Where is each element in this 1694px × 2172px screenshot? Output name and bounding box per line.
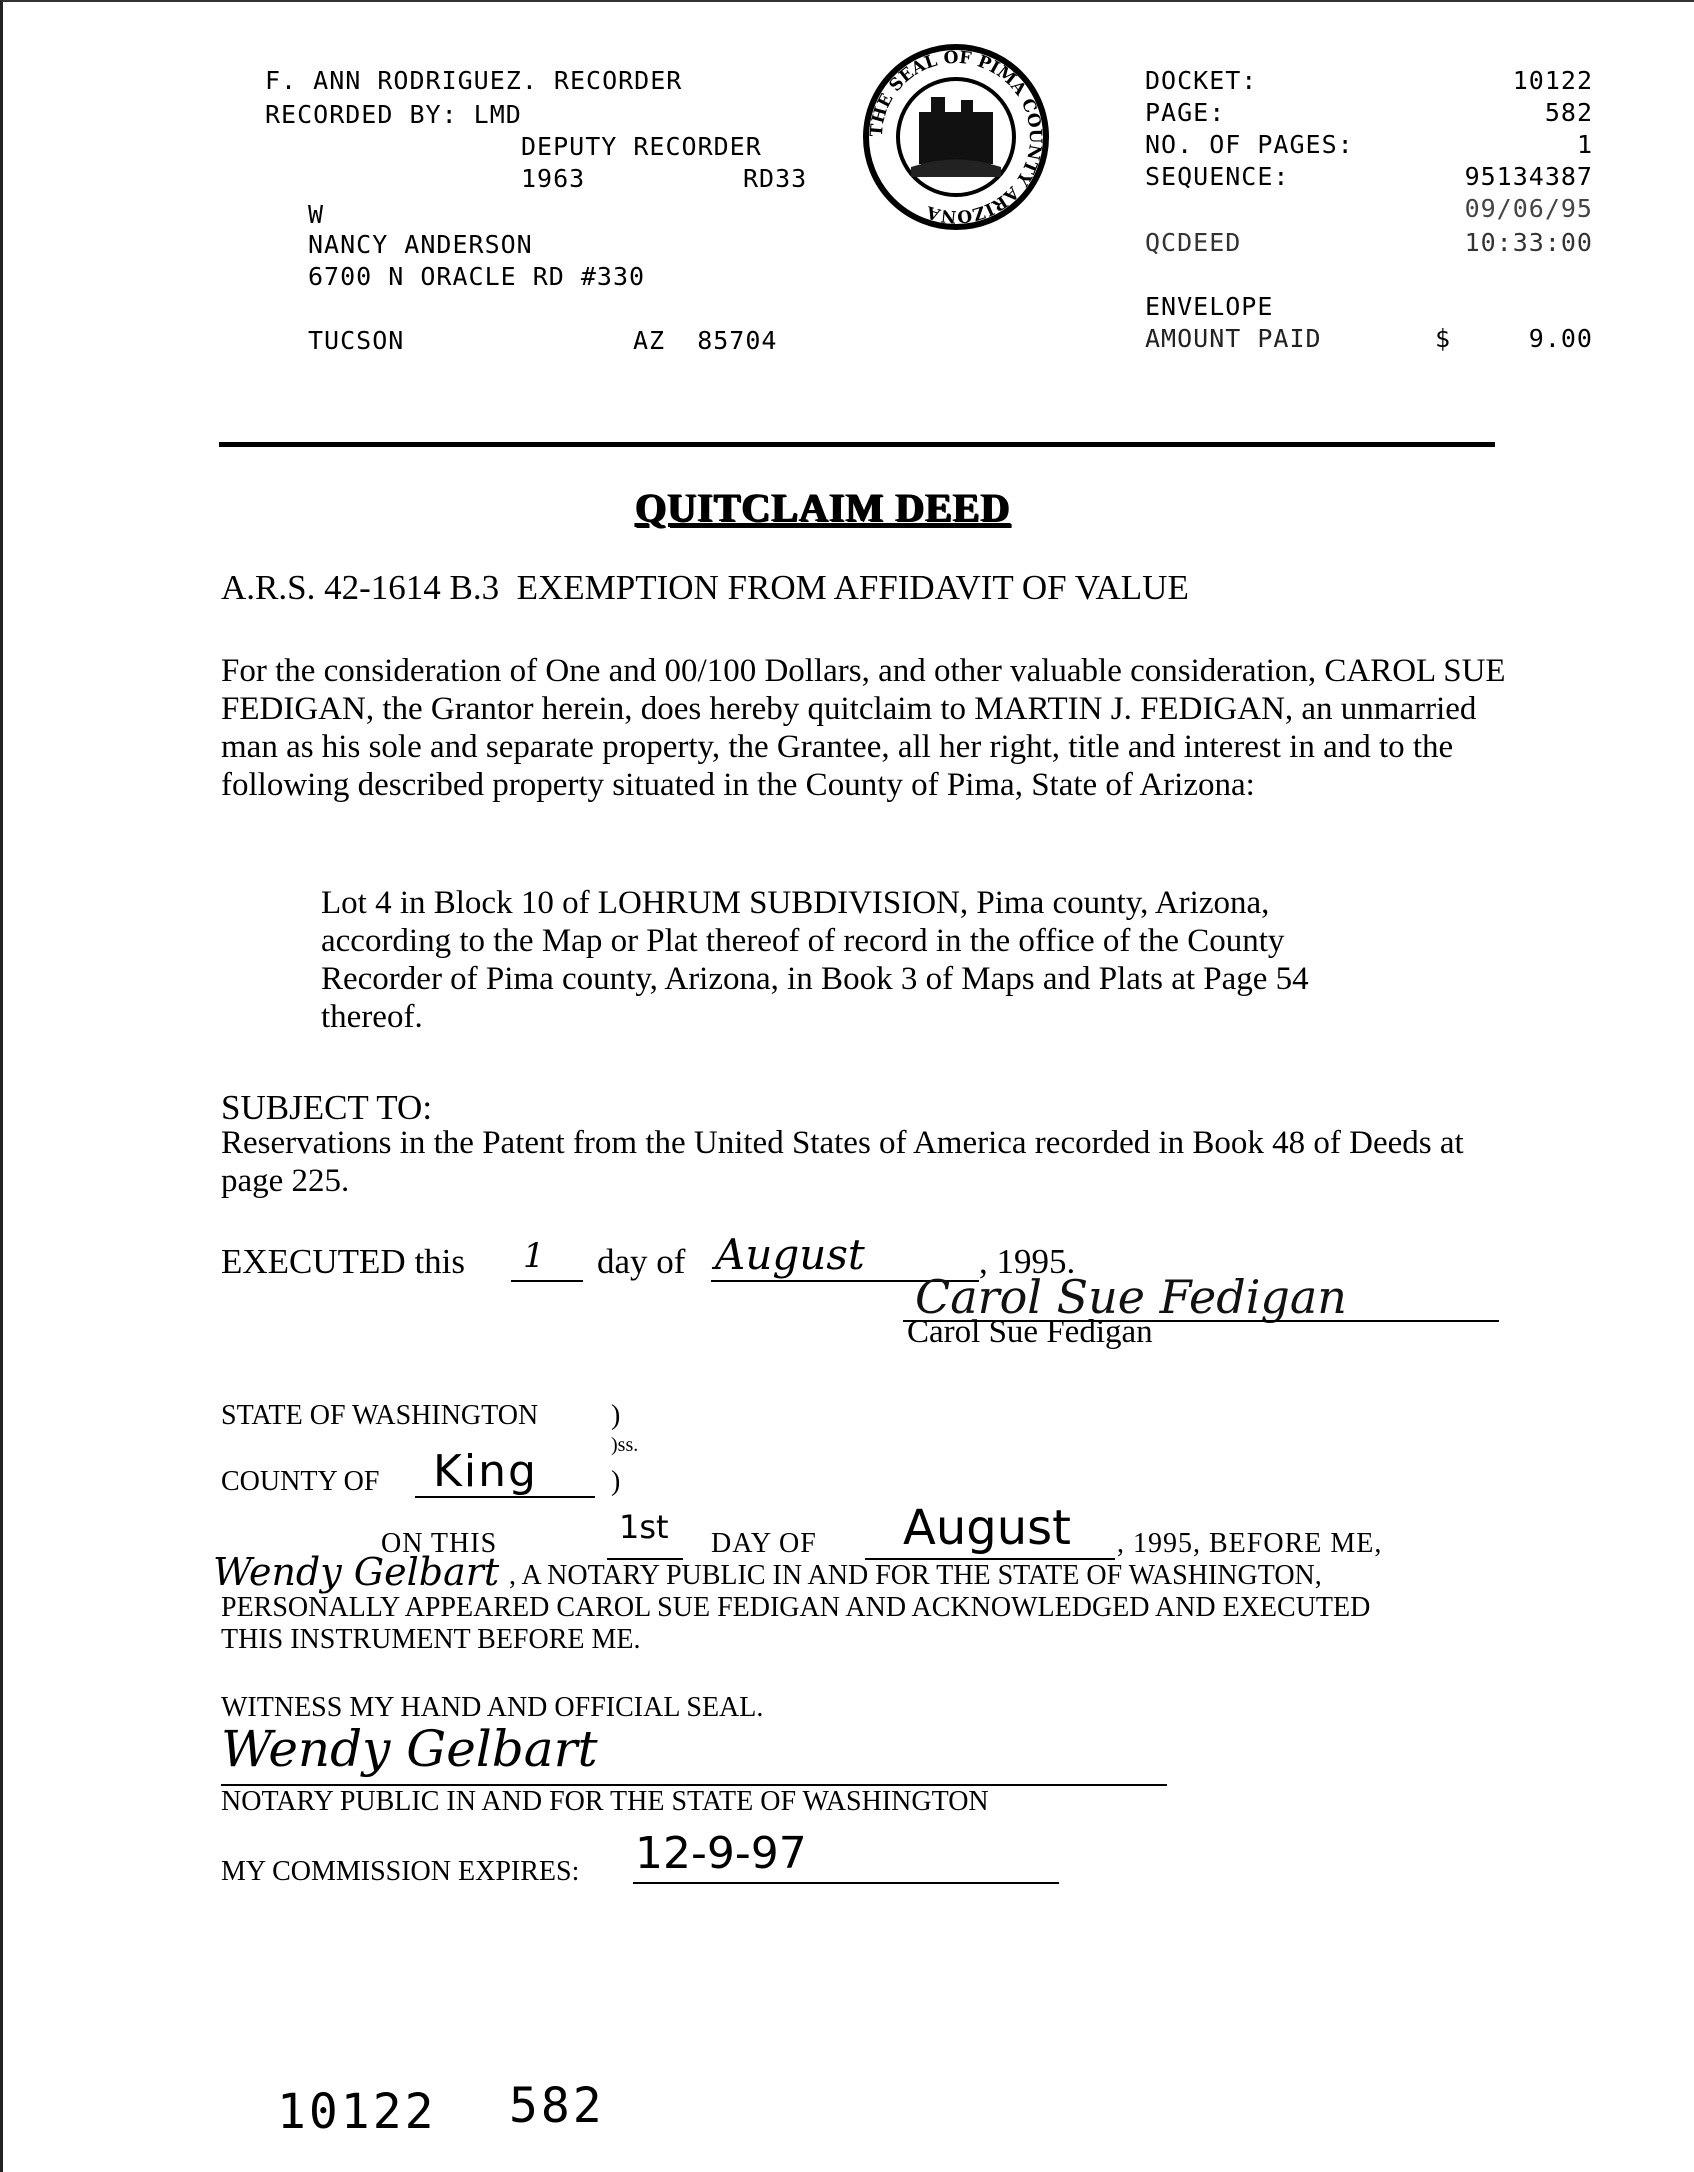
page-label: PAGE: — [1145, 98, 1226, 127]
num-pages-label: NO. OF PAGES: — [1145, 130, 1354, 159]
on-this: ON THIS — [381, 1528, 498, 1559]
grantor-name: Carol Sue Fedigan — [907, 1314, 1153, 1350]
amount-paid-value: 9.00 — [1528, 324, 1593, 353]
subject-to-heading: SUBJECT TO: — [221, 1088, 433, 1127]
return-name: NANCY ANDERSON — [308, 230, 533, 259]
notary-day-value: 1st — [619, 1508, 669, 1546]
return-city: TUCSON — [308, 326, 405, 355]
notary-paren-1: ) — [611, 1400, 621, 1431]
year-before-me: , 1995, BEFORE ME, — [1117, 1528, 1383, 1559]
deed-title: QUITCLAIM DEED — [635, 485, 1011, 530]
sequence-label: SEQUENCE: — [1145, 162, 1290, 191]
deputy-recorder: DEPUTY RECORDER — [521, 132, 762, 161]
commission-label: MY COMMISSION EXPIRES: — [221, 1856, 580, 1887]
county-value: King — [433, 1446, 538, 1497]
deputy-code-2: RD33 — [743, 164, 808, 193]
amount-currency: $ — [1435, 324, 1452, 353]
deputy-code-1: 1963 — [521, 164, 586, 193]
header-divider — [219, 442, 1495, 447]
recorder-line: F. ANN RODRIGUEZ. RECORDER — [265, 66, 683, 95]
footer-page: 582 — [509, 2078, 605, 2134]
notary-public-line: , A NOTARY PUBLIC IN AND FOR THE STATE OF WASHINGTON, — [509, 1560, 1322, 1591]
commission-value: 12-9-97 — [635, 1828, 807, 1879]
notary-caption: NOTARY PUBLIC IN AND FOR THE STATE OF WASHINGTON — [221, 1786, 989, 1817]
footer-docket: 10122 — [277, 2084, 437, 2140]
record-time: 10:33:00 — [1464, 228, 1593, 257]
executed-day-line — [511, 1280, 583, 1282]
doc-type: QCDEED — [1145, 228, 1242, 257]
witness-line: WITNESS MY HAND AND OFFICIAL SEAL. — [221, 1692, 764, 1723]
executed-month: August — [715, 1230, 865, 1279]
executed-day: 1 — [523, 1236, 545, 1276]
instrument-line: THIS INSTRUMENT BEFORE ME. — [221, 1624, 641, 1655]
county-line — [415, 1496, 595, 1498]
return-state-zip: AZ 85704 — [633, 326, 778, 355]
amount-paid-label: AMOUNT PAID — [1145, 324, 1322, 353]
subject-to-text: Reservations in the Patent from the United States of America recorded in Book 48 of Deeds at page 225. — [221, 1125, 1464, 1199]
envelope-label: ENVELOPE — [1145, 292, 1274, 321]
executed-day-of: day of — [597, 1242, 686, 1281]
recorded-by: RECORDED BY: LMD — [265, 100, 522, 129]
legal-description: Lot 4 in Block 10 of LOHRUM SUBDIVISION, Pima county, Arizona, according to the Map or Plat thereof of record in the office of the County Recorder of Pima county, Arizona, in Book 3 of Maps and Plats at Page 54 thereof. — [321, 885, 1309, 1035]
notary-state: STATE OF WASHINGTON — [221, 1400, 539, 1431]
exemption-line: A.R.S. 42-1614 B.3 EXEMPTION FROM AFFIDAVIT OF VALUE — [221, 568, 1189, 607]
docket-label: DOCKET: — [1145, 66, 1258, 95]
executed-prefix: EXECUTED this — [221, 1242, 466, 1281]
docket-value: 10122 — [1512, 66, 1593, 95]
notary-month-value: August — [903, 1500, 1071, 1556]
notary-paren-2: ) — [611, 1466, 621, 1497]
seal-text: THE SEAL OF PIMA COUNTY ARIZONA — [866, 47, 1046, 227]
return-street: 6700 N ORACLE RD #330 — [308, 262, 646, 291]
consideration-paragraph: For the consideration of One and 00/100 Dollars, and other valuable consideration, CAROL SUE FEDIGAN, the Grantor herein, does hereby quitclaim to MARTIN J. FEDIGAN, an unmarried man as his sole and separate property, the Grantee, all her right, title and interest in and to the following described property situated in the County of Pima, State of Arizona: — [221, 653, 1506, 803]
sequence-value: 95134387 — [1464, 162, 1593, 191]
commission-line — [633, 1882, 1059, 1884]
notary-signature-inline: Wendy Gelbart — [213, 1550, 500, 1594]
county-label: COUNTY OF — [221, 1466, 380, 1497]
appeared-line: PERSONALLY APPEARED CAROL SUE FEDIGAN AND ACKNOWLEDGED AND EXECUTED — [221, 1592, 1371, 1623]
page-value: 582 — [1544, 98, 1593, 127]
day-of: DAY OF — [711, 1528, 817, 1559]
executed-year: , 1995. — [979, 1242, 1076, 1281]
w-mark: W — [308, 200, 325, 229]
grantor-signature: Carol Sue Fedigan — [915, 1270, 1347, 1324]
record-date: 09/06/95 — [1464, 194, 1593, 223]
notary-ss: )ss. — [611, 1434, 639, 1456]
notary-signature: Wendy Gelbart — [221, 1720, 598, 1778]
county-seal — [861, 42, 1051, 232]
num-pages-value: 1 — [1576, 130, 1593, 159]
